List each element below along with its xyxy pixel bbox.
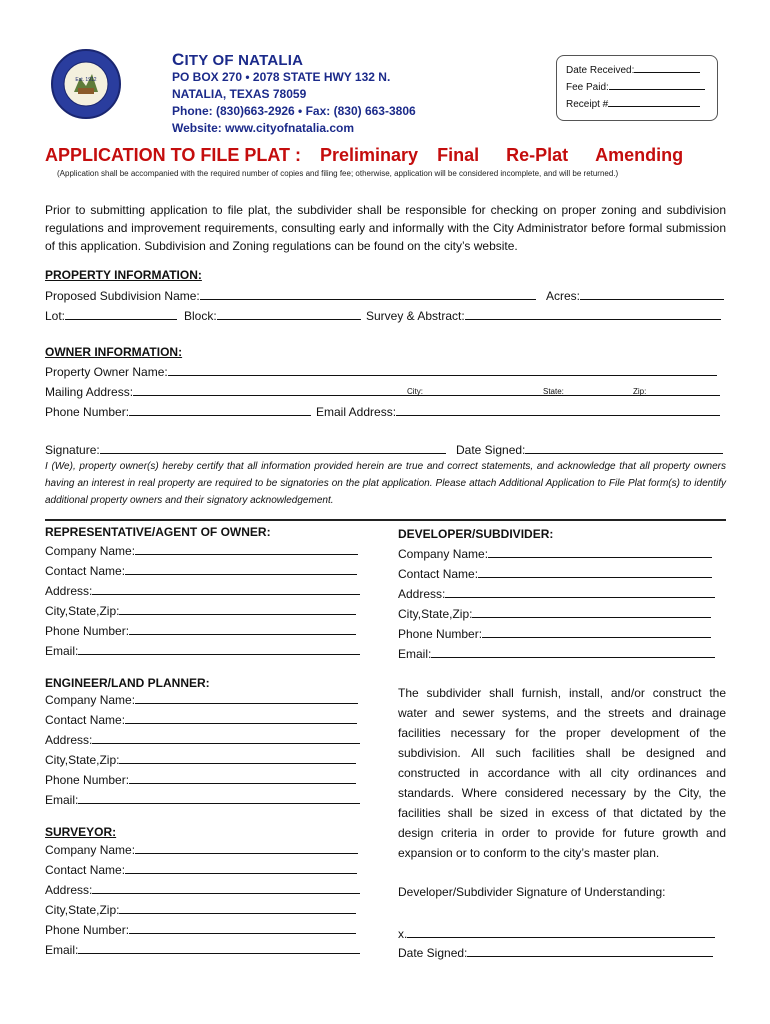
dev-contact-field[interactable]: Contact Name:	[398, 564, 715, 584]
surveyor-fields	[45, 840, 360, 960]
application-title-text: APPLICATION TO FILE PLAT :	[45, 145, 301, 165]
owner-info-heading: OWNER INFORMATION:	[45, 345, 183, 359]
sur-email-field[interactable]: Email:	[45, 940, 360, 960]
option-final[interactable]: Final	[437, 145, 480, 165]
sur-company-field[interactable]: Company Name:	[45, 840, 360, 860]
rep-phone-field[interactable]: Phone Number:	[45, 621, 360, 641]
sur-contact-field[interactable]: Contact Name:	[45, 860, 360, 880]
developer-signature-heading: Developer/Subdivider Signature of Understanding:	[398, 885, 666, 899]
subdivision-name-field[interactable]: Proposed Subdivision Name:	[45, 286, 536, 306]
representative-heading: REPRESENTATIVE/AGENT OF OWNER:	[45, 525, 271, 539]
seal-year: Est. 1912	[75, 77, 97, 83]
owner-date-signed-field[interactable]: Date Signed:	[456, 440, 723, 460]
developer-date-signed-field[interactable]: Date Signed:	[398, 943, 713, 963]
owner-phone-field[interactable]: Phone Number:	[45, 402, 311, 422]
owner-certification: I (We), property owner(s) hereby certify that all information provided herein are true and correct statements, and acknowledge that all property owners having an interest in real property are required to be signatories on the plat application. Please attach Additional Application to File Plat form(s) to identify additional property owners and their signatory acknowledgement.	[45, 461, 726, 506]
owner-email-field[interactable]: Email Address:	[316, 402, 720, 422]
owner-name-field[interactable]: Property Owner Name:	[45, 362, 717, 382]
date-received-field[interactable]: Date Received:	[566, 62, 700, 76]
option-amending[interactable]: Amending	[595, 145, 684, 165]
rep-address-field[interactable]: Address:	[45, 581, 360, 601]
rep-contact-field[interactable]: Contact Name:	[45, 561, 360, 581]
application-title	[45, 145, 683, 166]
engineer-fields	[45, 690, 360, 810]
zip-sublabel: Zip:	[633, 387, 647, 396]
city-website: Website: www.cityofnatalia.com	[172, 121, 355, 135]
eng-phone-field[interactable]: Phone Number:	[45, 770, 360, 790]
rep-citystatezip-field[interactable]: City,State,Zip:	[45, 601, 360, 621]
city-phone-fax: Phone: (830)663-2926 • Fax: (830) 663-3806	[172, 104, 416, 118]
seal-icon	[50, 48, 122, 120]
eng-address-field[interactable]: Address:	[45, 730, 360, 750]
mailing-address-field[interactable]: Mailing Address:	[45, 382, 720, 402]
representative-fields	[45, 541, 360, 661]
receipt-number-field[interactable]: Receipt #	[566, 96, 700, 110]
property-info-heading: PROPERTY INFORMATION:	[45, 268, 202, 282]
dev-company-field[interactable]: Company Name:	[398, 544, 715, 564]
option-replat[interactable]: Re-Plat	[506, 145, 569, 165]
office-use-box	[556, 55, 718, 121]
owner-signature-field[interactable]: Signature:	[45, 440, 446, 460]
developer-heading: DEVELOPER/SUBDIVIDER:	[398, 527, 554, 541]
section-divider	[45, 519, 726, 521]
developer-responsibility-paragraph: The subdivider shall furnish, install, and/or construct the water and sewer systems, and the streets and drainage facilities necessary for the proper development of the subdivision. All such facilities shall be designed and constructed in accordance with all city ordinances and standards. Where considered necessary by the City, the facilities shall be sized in excess of that dictated by the design criteria in order to provide for future growth and expansion or to conform to the city’s master plan.	[398, 686, 726, 860]
option-preliminary[interactable]: Preliminary	[320, 145, 419, 165]
engineer-heading: ENGINEER/LAND PLANNER:	[45, 676, 210, 690]
sur-phone-field[interactable]: Phone Number:	[45, 920, 360, 940]
eng-company-field[interactable]: Company Name:	[45, 690, 360, 710]
rep-email-field[interactable]: Email:	[45, 641, 360, 661]
developer-fields	[398, 544, 715, 664]
application-note: (Application shall be accompanied with the required number of copies and filing fee; otherwise, application will be considered incomplete, and will be returned.)	[57, 169, 619, 178]
city-sublabel: City:	[407, 387, 423, 396]
state-sublabel: State:	[543, 387, 564, 396]
eng-email-field[interactable]: Email:	[45, 790, 360, 810]
sur-address-field[interactable]: Address:	[45, 880, 360, 900]
block-field[interactable]: Block:	[184, 306, 361, 326]
eng-citystatezip-field[interactable]: City,State,Zip:	[45, 750, 360, 770]
lot-field[interactable]: Lot:	[45, 306, 177, 326]
survey-abstract-field[interactable]: Survey & Abstract:	[366, 306, 721, 326]
developer-signature-field[interactable]: x.	[398, 924, 715, 944]
city-name: CITY OF NATALIA	[172, 50, 304, 69]
city-address-line2: NATALIA, TEXAS 78059	[172, 87, 307, 101]
dev-email-field[interactable]: Email:	[398, 644, 715, 664]
dev-citystatezip-field[interactable]: City,State,Zip:	[398, 604, 715, 624]
sur-citystatezip-field[interactable]: City,State,Zip:	[45, 900, 360, 920]
acres-field[interactable]: Acres:	[546, 286, 724, 306]
intro-paragraph: Prior to submitting application to file plat, the subdivider shall be responsible for checking on proper zoning and subdivision regulations and improvement requirements, consulting early and informally with the City Administrator before formal submission of this application. Subdivision and Zoning regulations can be found on the city’s website.	[45, 203, 726, 253]
dev-phone-field[interactable]: Phone Number:	[398, 624, 715, 644]
city-seal-logo	[50, 48, 122, 120]
surveyor-heading: SURVEYOR:	[45, 825, 117, 839]
fee-paid-field[interactable]: Fee Paid:	[566, 79, 705, 93]
eng-contact-field[interactable]: Contact Name:	[45, 710, 360, 730]
dev-address-field[interactable]: Address:	[398, 584, 715, 604]
city-address-line1: PO BOX 270 • 2078 STATE HWY 132 N.	[172, 70, 391, 84]
rep-company-field[interactable]: Company Name:	[45, 541, 360, 561]
